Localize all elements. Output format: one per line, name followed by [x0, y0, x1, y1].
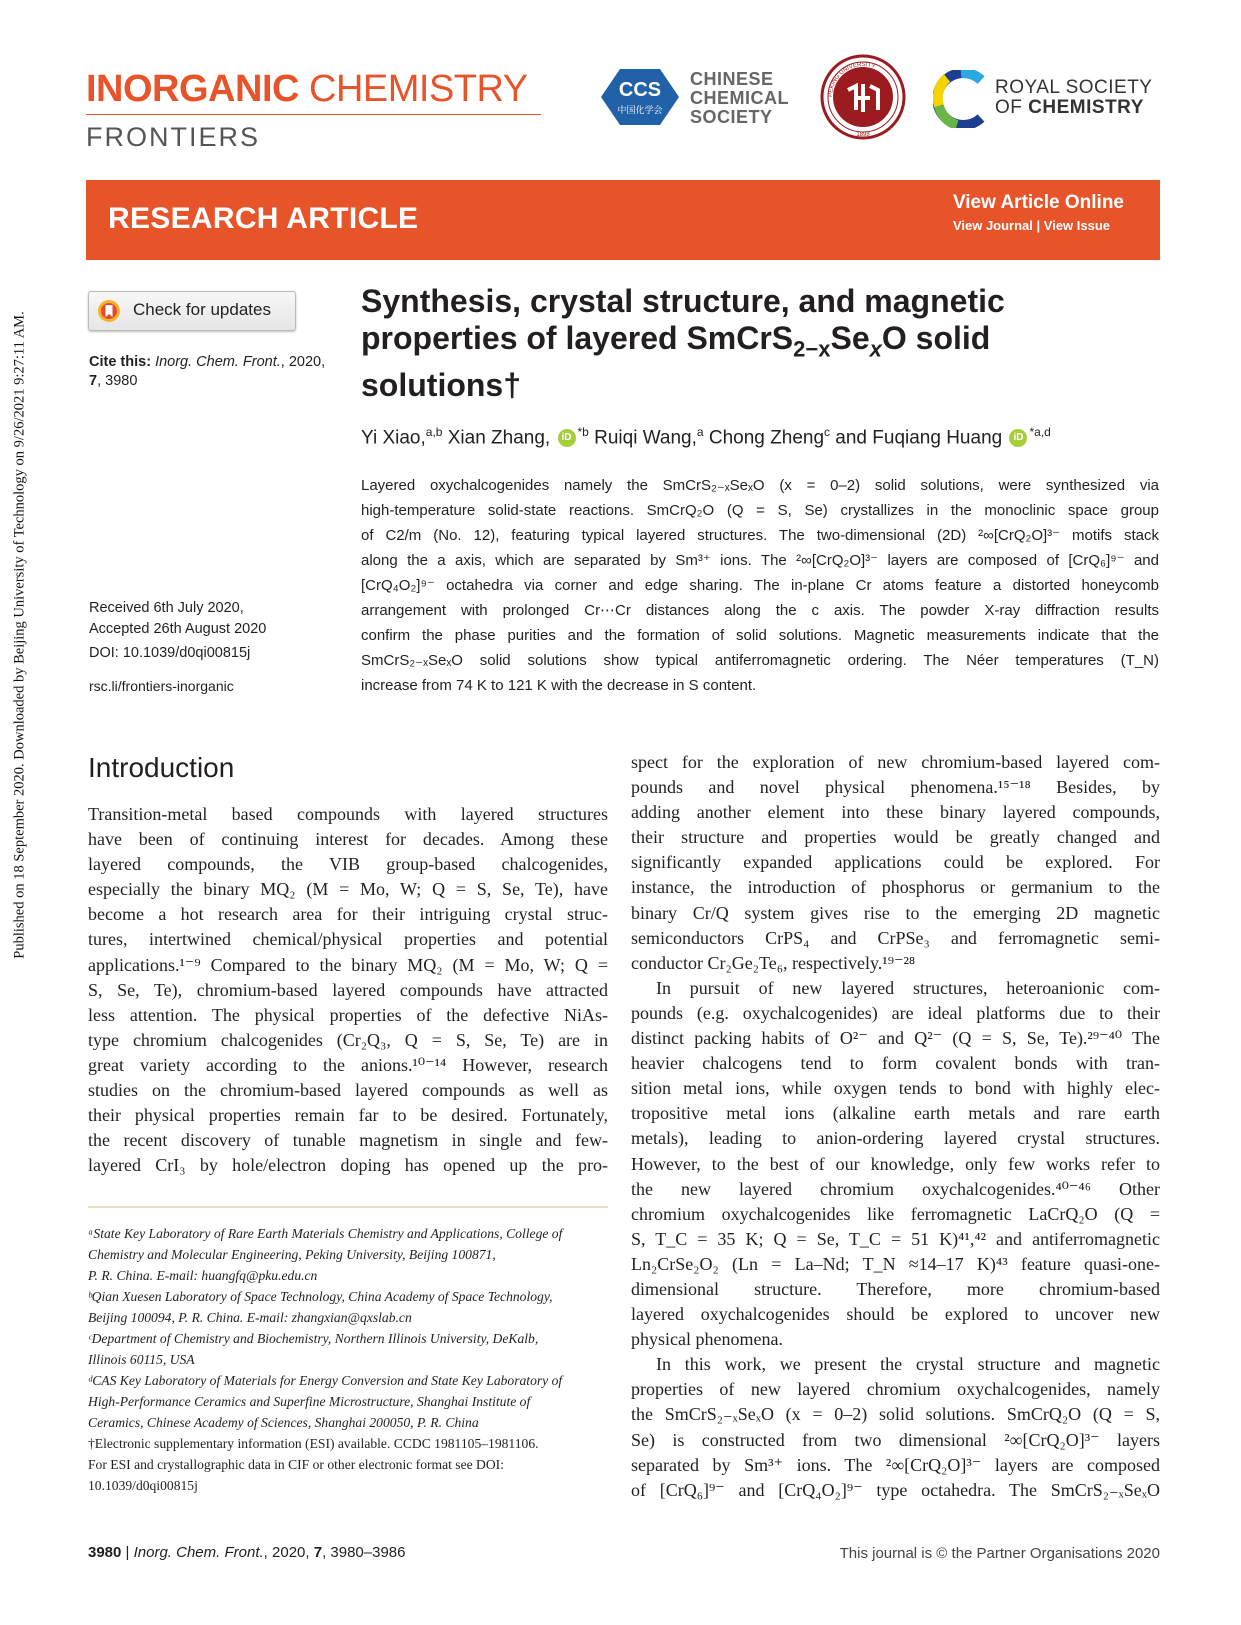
body-line: separated by Sm³⁺ ions. The ²∞[CrQ₂O]³⁻ layers are composed: [631, 1454, 1160, 1475]
footnote-line: ᵃState Key Laboratory of Rare Earth Materials Chemistry and Applications, College of: [88, 1226, 563, 1241]
body-line: tures, intertwined chemical/physical properties and potential: [88, 929, 608, 950]
body-line: have been of continuing interest for decades. Among these: [88, 829, 608, 850]
bookmark-icon: [97, 299, 121, 323]
research-article-banner: [86, 180, 1160, 260]
author-name: Yi Xiao,: [361, 427, 426, 449]
abstract: [361, 473, 1159, 698]
rsc-logo-icon: [933, 70, 989, 128]
journal-shortlink[interactable]: rsc.li/frontiers-inorganic: [89, 678, 234, 694]
check-for-updates-button[interactable]: [88, 291, 296, 331]
body-line: Ln₂CrSe₂O₂ (Ln = La–Nd; T_N ≈14–17 K)⁴³ feature quasi-one-: [631, 1253, 1160, 1274]
view-article-online-link[interactable]: View Article Online: [952, 192, 1124, 213]
footnote-line: Ceramics, Chinese Academy of Sciences, Shanghai 200050, P. R. China: [88, 1415, 479, 1430]
body-line: of [CrQ₆]⁹⁻ and [CrQ₄O₂]⁹⁻ type octahedra. The SmCrS₂₋ₓSeₓO: [631, 1479, 1160, 1500]
body-line: the SmCrS₂₋ₓSeₓO (x = 0–2) solid solutions. SmCrQ₂O (Q = S,: [631, 1404, 1160, 1425]
body-line: great variety according to the anions.¹⁰⁻¹⁴ However, research: [88, 1054, 608, 1075]
abstract-line: of C2/m (No. 12), featuring typical layered structures. The two-dimensional (2D) ²∞[CrQ₂O]³⁻ motifs stack: [361, 527, 1159, 544]
body-line: the new layered chromium oxychalcogenides.⁴⁰⁻⁴⁶ Other: [631, 1178, 1160, 1199]
footnote-line[interactable]: 10.1039/d0qi00815j: [88, 1478, 198, 1493]
footnote-line: Beijing 100094, P. R. China. E-mail: zhangxian@qxslab.cn: [88, 1310, 412, 1325]
doi-link[interactable]: DOI: 10.1039/d0qi00815j: [89, 645, 251, 661]
footnote-line: ᵈCAS Key Laboratory of Materials for Energy Conversion and State Key Laboratory of: [88, 1373, 563, 1388]
footnote-line: Chemistry and Molecular Engineering, Peking University, Beijing 100871,: [88, 1247, 496, 1262]
body-line: the recent discovery of tunable magnetism in single and few-: [88, 1130, 608, 1151]
article-type-label: RESEARCH ARTICLE: [108, 202, 419, 235]
body-line: applications.¹⁻⁹ Compared to the binary MQ₂ (M = Mo, W; Q =: [88, 954, 608, 975]
abstract-line: [CrQ₄O₂]⁹⁻ octahedra via corner and edge sharing. The in-plane Cr atoms feature a distorted honeycomb: [361, 577, 1159, 594]
body-line: studies on the chromium-based layered compounds as well as: [88, 1080, 608, 1101]
body-line: properties of new layered chromium oxychalcogenides, namely: [631, 1379, 1160, 1400]
body-line: especially the binary MQ₂ (M = Mo, W; Q = S, Se, Te), have: [88, 879, 608, 900]
author-name: Ruiqi Wang,: [588, 427, 697, 449]
footnote-line: ᶜDepartment of Chemistry and Biochemistry, Northern Illinois University, DeKalb,: [88, 1331, 539, 1346]
ccs-name: CHINESE CHEMICAL SOCIETY: [690, 69, 789, 127]
affiliation-footnotes: [88, 1223, 608, 1496]
received-accepted-dates: Received 6th July 2020, Accepted 26th August 2020: [89, 600, 267, 637]
abstract-line: along the a axis, which are separated by Sm³⁺ ions. The ²∞[CrQ₂O]³⁻ layers are composed of [CrQ₆]⁹⁻ and: [361, 552, 1159, 569]
body-line: Transition-metal based compounds with layered structures: [88, 804, 608, 824]
body-line: S, T_C = 35 K; Q = Se, T_C = 51 K)⁴¹,⁴² and antiferromagnetic: [631, 1228, 1160, 1249]
body-line: their structure and properties would be greatly changed and: [631, 827, 1160, 848]
section-heading-introduction: Introduction: [88, 752, 235, 783]
body-line: pounds (e.g. oxychalcogenides) are ideal platforms due to their: [631, 1002, 1160, 1023]
body-line: binary Cr/Q system gives rise to the emerging 2D magnetic: [631, 902, 1160, 923]
body-line: their physical properties remain far to be desired. Fortunately,: [88, 1105, 608, 1126]
rsc-name: ROYAL SOCIETY OF CHEMISTRY: [995, 77, 1153, 118]
body-line: physical phenomena.: [631, 1329, 783, 1350]
body-line: less attention. The physical properties of the defective NiAs-: [88, 1004, 608, 1025]
body-line: layered compounds, the VIB group-based chalcogenides,: [88, 854, 608, 875]
page-footer-copyright: This journal is © the Partner Organisations 2020: [839, 1545, 1160, 1562]
abstract-line: SmCrS₂₋ₓSeₓO solid solutions show typical antiferromagnetic ordering. The Néer temperatures (T_N): [361, 652, 1159, 669]
abstract-line: Layered oxychalcogenides namely the SmCrS₂₋ₓSeₓO (x = 0–2) solid solutions, were synthesized via: [361, 477, 1159, 494]
abstract-line: arrangement with prolonged Cr⋯Cr distances along the c axis. The powder X-ray diffraction results: [361, 602, 1159, 619]
svg-text:PEKING UNIVERSITY: PEKING UNIVERSITY: [827, 61, 876, 98]
page-footer-citation: 3980 | Inorg. Chem. Front., 2020, 7, 3980–3986: [88, 1544, 406, 1561]
body-line: layered oxychalcogenides should be explored to uncover new: [631, 1304, 1160, 1325]
journal-title[interactable]: INORGANIC CHEMISTRY: [86, 68, 528, 110]
author-name: Chong Zheng: [703, 427, 825, 449]
abstract-line: confirm the phase purities and the formation of solid solutions. Magnetic measurements indicate that the: [361, 627, 1159, 644]
download-stamp: Published on 18 September 2020. Downloaded by Beijing University of Technology on 9/26/2021 9:27:11 AM.: [11, 311, 28, 959]
footnote-line: For ESI and crystallographic data in CIF or other electronic format see DOI:: [88, 1457, 504, 1472]
peking-university-seal-icon: [820, 54, 906, 140]
body-line: adding another element into these binary layered compounds,: [631, 802, 1160, 823]
svg-text:中国化学会: 中国化学会: [617, 106, 663, 116]
body-line: dimensional structure. Therefore, more chromium-based: [631, 1278, 1160, 1299]
author-list: Yi Xiao,$^{a,b}$ Xian Zhang, iD $^{*b}$ Ruiqi Wang,$^a$ Chong Zheng$^c$ and Fuqiang Huang iD $^{*a,d}$: [361, 425, 1051, 449]
body-line: In pursuit of new layered structures, heteroanionic com-: [656, 977, 1160, 998]
abstract-line: high-temperature solid-state reactions. SmCrQ₂O (Q = S, Se) crystallizes in the monoclinic space group: [361, 502, 1159, 519]
footnote-line: ᵇQian Xuesen Laboratory of Space Technology, China Academy of Space Technology,: [88, 1289, 553, 1304]
journal-title-rule: [86, 114, 541, 115]
footnote-divider: [88, 1206, 608, 1208]
body-line: sition metal ions, while oxygen tends to bond with highly elec-: [631, 1078, 1160, 1099]
svg-text:1898: 1898: [856, 132, 870, 138]
body-line: Se) is constructed from two dimensional ²∞[CrQ₂O]³⁻ layers: [631, 1429, 1160, 1450]
body-line: conductor Cr₂Ge₂Te₆, respectively.¹⁹⁻²⁸: [631, 952, 916, 973]
view-issue-link[interactable]: View Issue: [1043, 218, 1111, 233]
body-line: spect for the exploration of new chromium-based layered com-: [631, 752, 1160, 772]
ccs-logo-icon: [600, 68, 680, 126]
article-title: Synthesis, crystal structure, and magnetic properties of layered $SmCrS_{2-x}Se_xO$ solid solutions†: [361, 283, 1005, 404]
footnote-line: Illinois 60115, USA: [88, 1352, 195, 1367]
journal-subtitle: FRONTIERS: [86, 122, 261, 152]
body-line: metals), leading to anion-ordering layered crystal structures.: [631, 1128, 1160, 1149]
body-line: become a hot research area for their intriguing crystal struc-: [88, 904, 608, 925]
body-line: In this work, we present the crystal structure and magnetic: [656, 1354, 1160, 1375]
orcid-icon[interactable]: iD: [558, 429, 576, 447]
banner-links: View Article Online View Journal | View Issue: [952, 192, 1124, 233]
citation: Cite this: Inorg. Chem. Front., 2020, 7, 3980: [89, 354, 326, 389]
svg-text:CCS: CCS: [618, 79, 662, 101]
view-journal-link[interactable]: View Journal: [952, 218, 1033, 233]
footnote-line: †Electronic supplementary information (ESI) available. CCDC 1981105–1981106.: [88, 1436, 539, 1451]
body-line: distinct packing habits of O²⁻ and Q²⁻ (Q = S, Se, Te).²⁹⁻⁴⁰ The: [631, 1028, 1160, 1049]
body-line: However, to the best of our knowledge, only few works refer to: [631, 1153, 1160, 1174]
body-line: semiconductors CrPS₄ and CrPSe₃ and ferromagnetic semi-: [631, 927, 1160, 948]
body-line: type chromium chalcogenides (Cr₂Q₃, Q = S, Se, Te) are in: [88, 1029, 608, 1050]
body-line: tropositive metal ions (alkaline earth metals and rare earth: [631, 1103, 1160, 1124]
body-line: heavier chalcogens tend to form covalent bonds with tran-: [631, 1053, 1160, 1074]
check-for-updates-label: Check for updates: [133, 300, 271, 319]
body-line: S, Se, Te), chromium-based layered compounds have attracted: [88, 979, 608, 1000]
footnote-line: P. R. China. E-mail: huangfq@pku.edu.cn: [88, 1268, 318, 1283]
author-name: and Fuqiang Huang: [830, 427, 1003, 449]
body-line: pounds and novel physical phenomena.¹⁵⁻¹⁸ Besides, by: [631, 777, 1160, 798]
abstract-line: increase from 74 K to 121 K with the decrease in S content.: [361, 677, 757, 694]
orcid-icon[interactable]: iD: [1009, 429, 1027, 447]
footnote-line: High-Performance Ceramics and Superfine Microstructure, Shanghai Institute of: [88, 1394, 531, 1409]
author-name: Xian Zhang,: [442, 427, 551, 449]
body-line: layered CrI₃ by hole/electron doping has opened up the pro-: [88, 1155, 608, 1176]
body-line: chromium oxychalcogenides like ferromagnetic LaCrQ₂O (Q =: [631, 1203, 1160, 1224]
body-column-left: [88, 802, 608, 1178]
body-column-right: [631, 750, 1160, 1503]
body-line: instance, the introduction of phosphorus or germanium to the: [631, 877, 1160, 898]
body-line: significantly expanded applications could be explored. For: [631, 852, 1160, 873]
